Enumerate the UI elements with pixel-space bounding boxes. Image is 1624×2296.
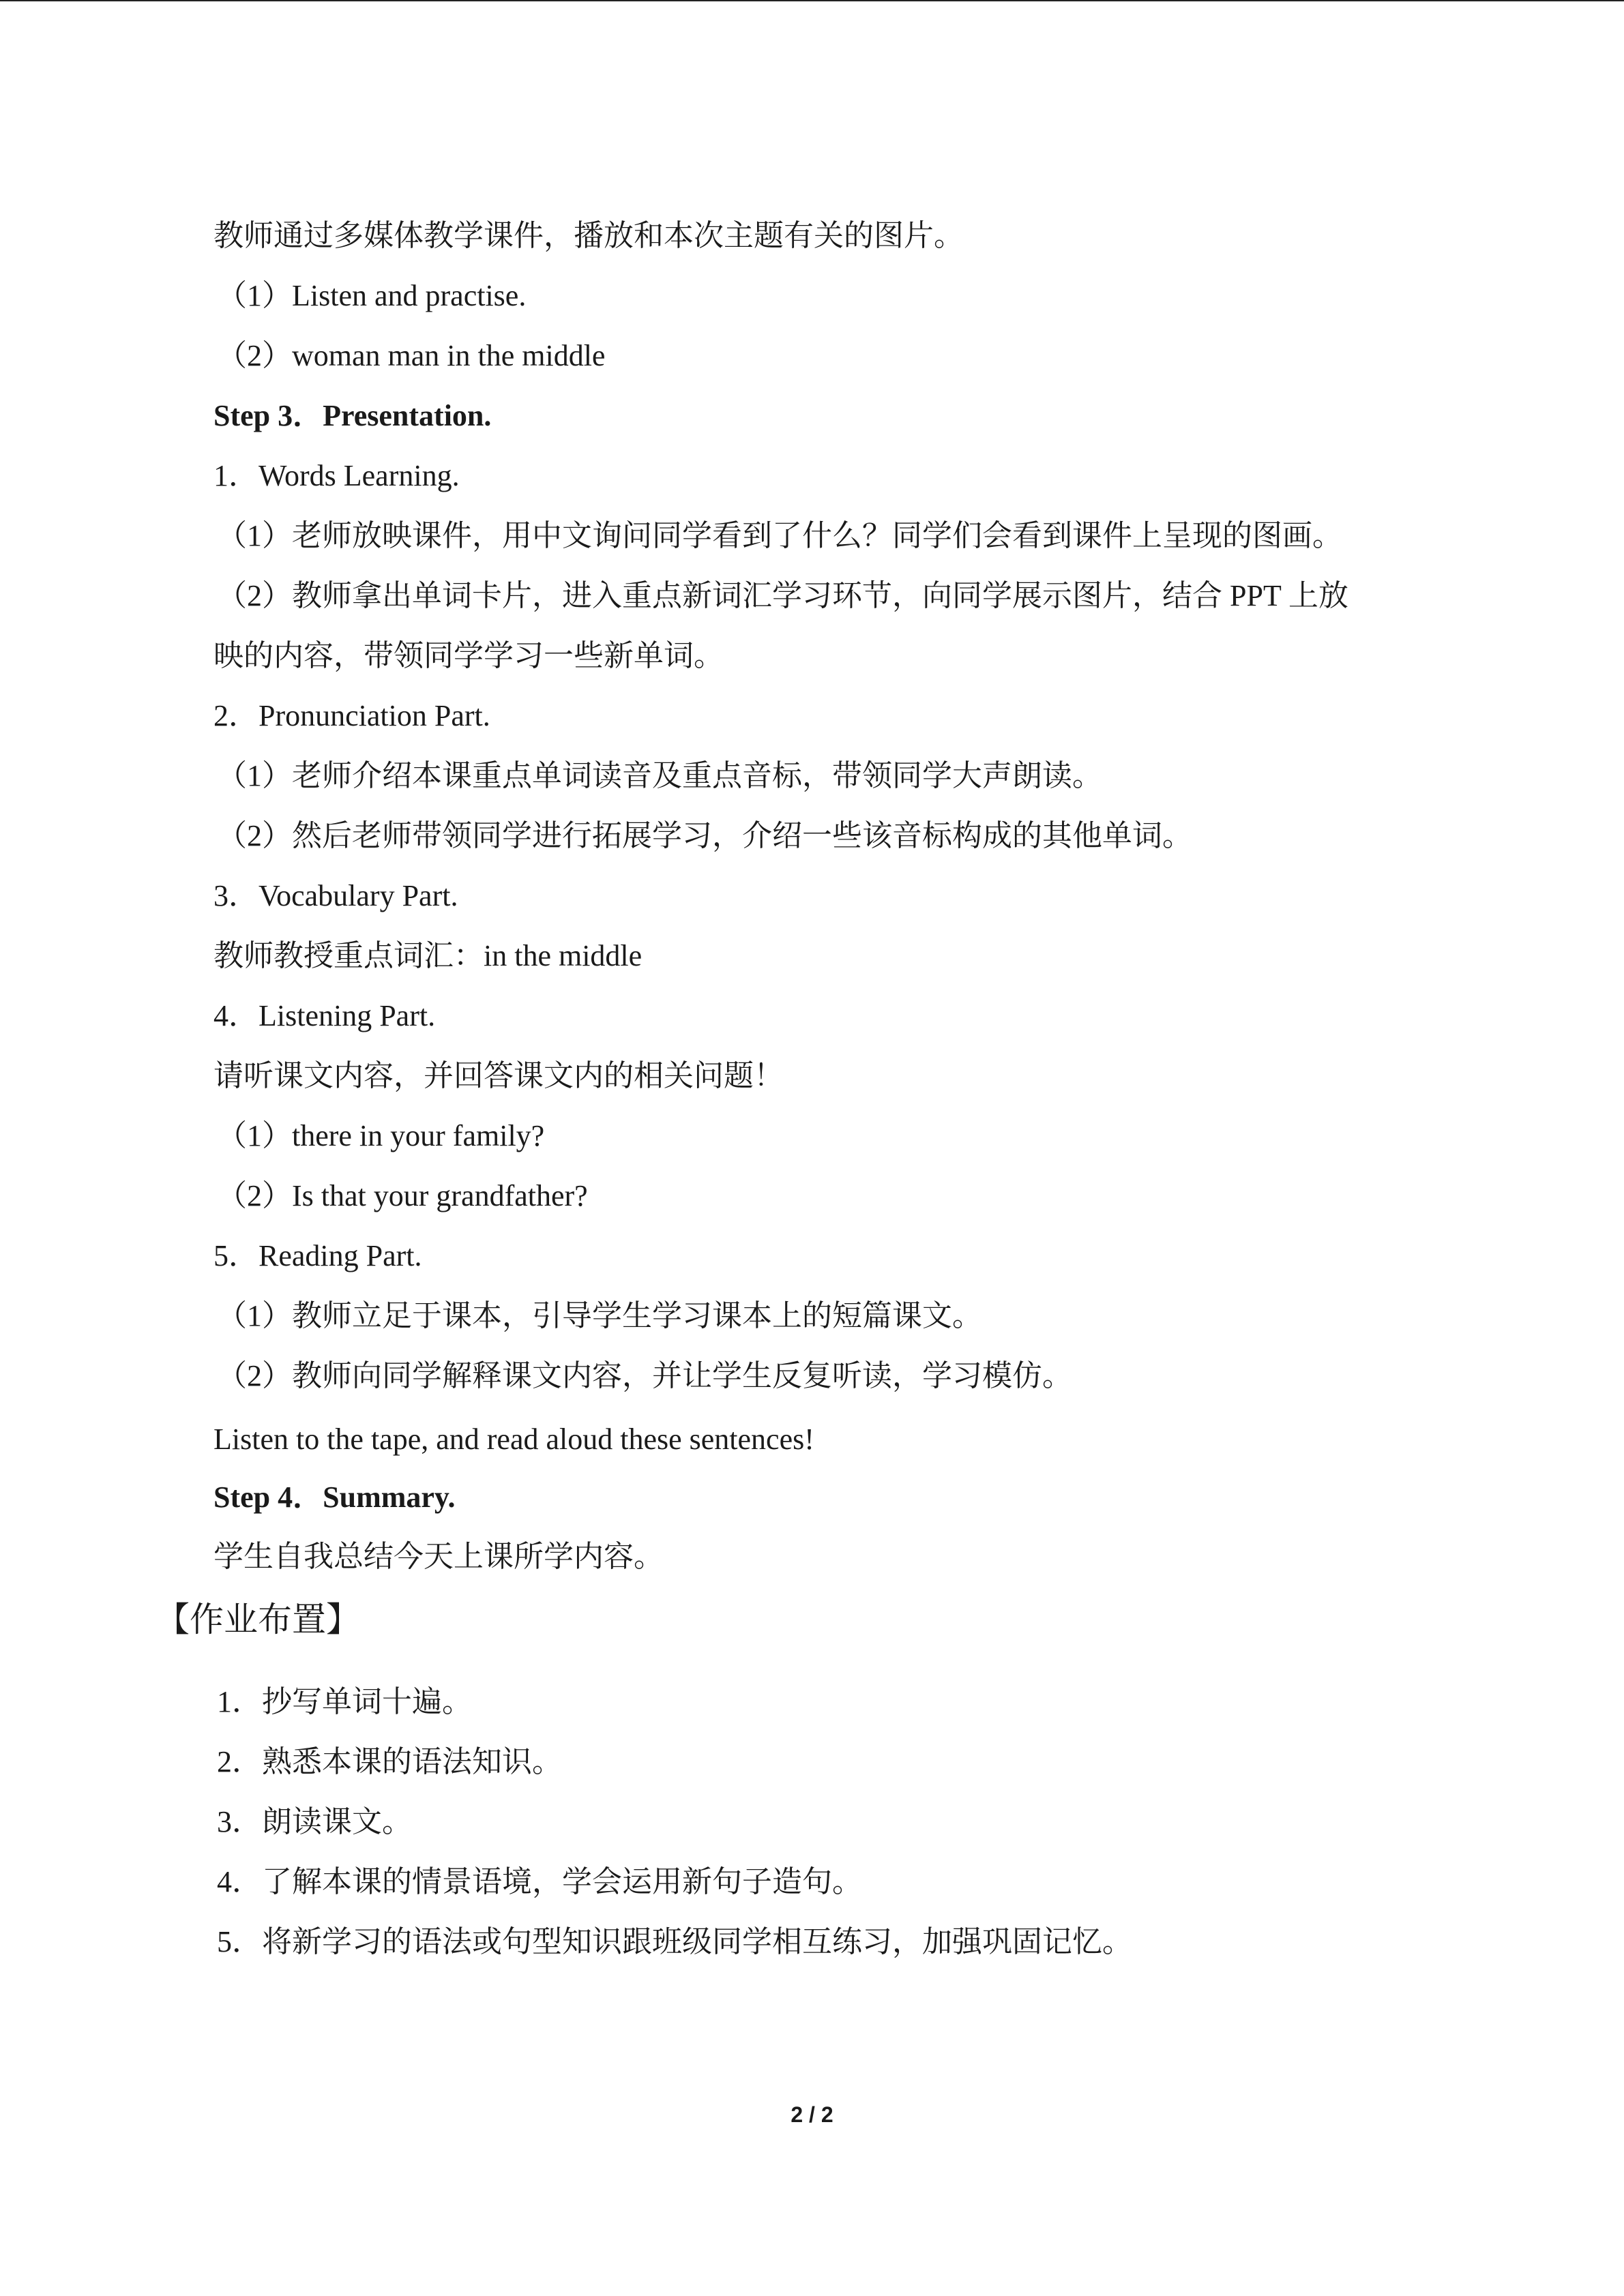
- reading-item-2: （2）教师向同学解释课文内容，并让学生反复听读，学习模仿。: [217, 1359, 1072, 1392]
- step3-title: Step 3．Presentation.: [213, 399, 492, 432]
- homework-item-2: 2．熟悉本课的语法知识。: [217, 1745, 562, 1778]
- homework-item-4: 4．了解本课的情景语境，学会运用新句子造句。: [217, 1865, 862, 1898]
- reading-text: Listen to the tape, and read aloud these sentences!: [213, 1422, 814, 1456]
- pronunciation-item-1: （1）老师介绍本课重点单词读音及重点音标，带领同学大声朗读。: [217, 759, 1102, 792]
- listening-title: 4．Listening Part.: [213, 999, 436, 1032]
- words-learning-item-2-cont: 映的内容，带领同学学习一些新单词。: [213, 639, 724, 672]
- listening-item-2: （2）Is that your grandfather?: [217, 1179, 588, 1212]
- warmup-item-2: （2）woman man in the middle: [217, 339, 606, 372]
- vocabulary-title: 3．Vocabulary Part.: [213, 879, 458, 912]
- step4-text: 学生自我总结今天上课所学内容。: [213, 1540, 664, 1573]
- warmup-item-1: （1）Listen and practise.: [217, 279, 527, 312]
- reading-title: 5．Reading Part.: [213, 1239, 422, 1272]
- words-learning-title: 1．Words Learning.: [213, 459, 460, 492]
- intro-text: 教师通过多媒体教学课件，播放和本次主题有关的图片。: [213, 219, 964, 252]
- listening-item-1: （1）there in your family?: [217, 1119, 545, 1152]
- step4-title: Step 4．Summary.: [213, 1480, 456, 1514]
- homework-heading: 【作业布置】: [156, 1600, 360, 1639]
- top-border: [0, 0, 1624, 1]
- homework-item-5: 5．将新学习的语法或句型知识跟班级同学相互练习，加强巩固记忆。: [217, 1925, 1132, 1958]
- homework-item-1: 1．抄写单词十遍。: [217, 1685, 472, 1718]
- words-learning-item-2: （2）教师拿出单词卡片，进入重点新词汇学习环节，向同学展示图片，结合 PPT 上放: [217, 579, 1349, 612]
- listening-text: 请听课文内容，并回答课文内的相关问题！: [213, 1059, 784, 1092]
- page-number: 2 / 2: [791, 2102, 833, 2127]
- words-learning-item-1: （1）老师放映课件，用中文询问同学看到了什么？同学们会看到课件上呈现的图画。: [217, 519, 1342, 552]
- homework-item-3: 3．朗读课文。: [217, 1805, 412, 1838]
- reading-item-1: （1）教师立足于课本，引导学生学习课本上的短篇课文。: [217, 1299, 982, 1332]
- pronunciation-title: 2．Pronunciation Part.: [213, 699, 490, 732]
- vocabulary-text: 教师教授重点词汇：in the middle: [213, 939, 643, 972]
- pronunciation-item-2: （2）然后老师带领同学进行拓展学习，介绍一些该音标构成的其他单词。: [217, 819, 1192, 852]
